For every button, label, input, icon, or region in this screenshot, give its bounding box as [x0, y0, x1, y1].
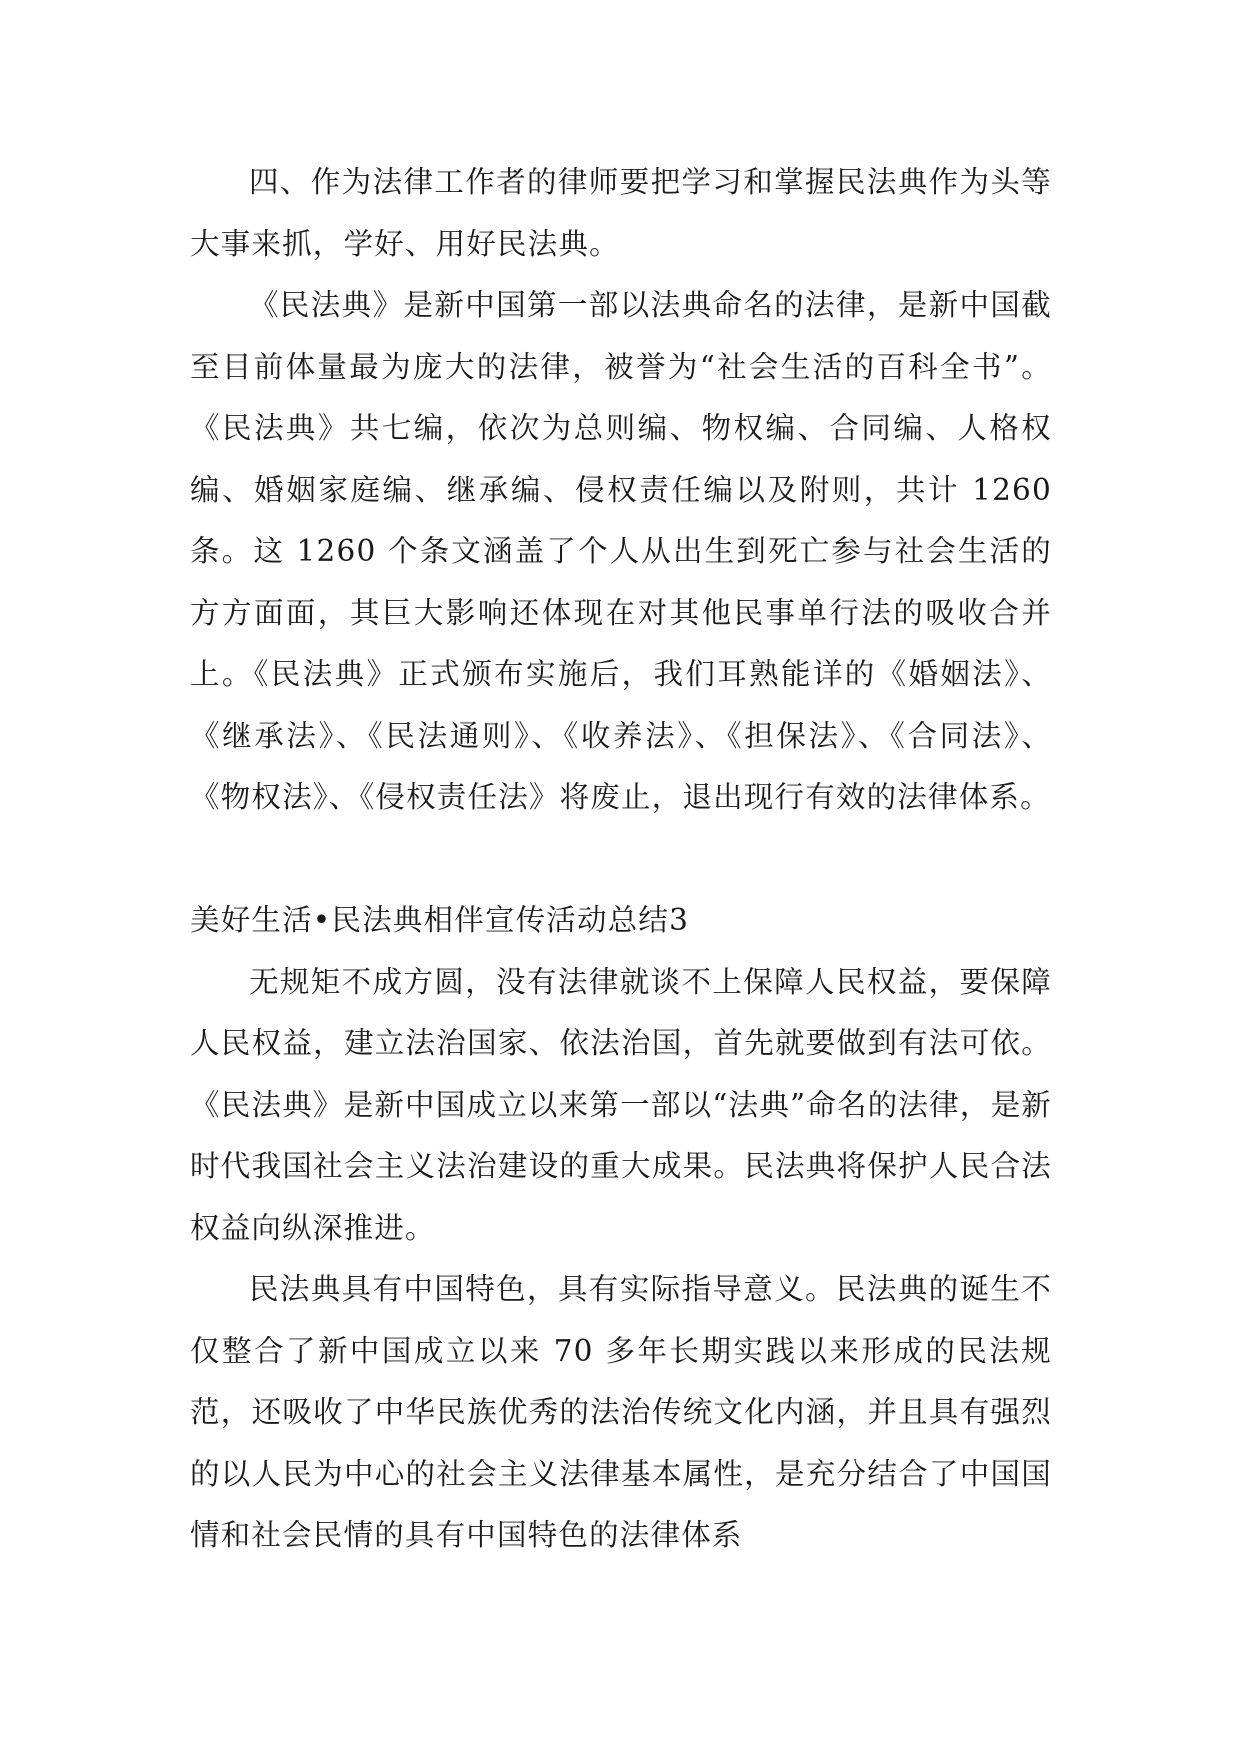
- paragraph-civil-code-overview: 《民法典》是新中国第一部以法典命名的法律，是新中国截至目前体量最为庞大的法律，被誉为“社会生活的百科全书”。《民法典》共七编，依次为总则编、物权编、合同编、人格权编、婚姻家庭编、继承编、侵权责任编以及附则，共计 1260 条。这 1260 个条文涵盖了个人从出生到死亡参与社会生活的方方面面，其巨大影响还体现在对其他民事单行法的吸收合并上。《民法典》正式颁布实施后，我们耳熟能详的《婚姻法》、《继承法》、《民法通则》、《收养法》、《担保法》、《合同法》、《物权法》、《侵权责任法》将废止，退出现行有效的法律体系。: [190, 288, 1052, 814]
- paragraph-lawyer-study: 四、作为法律工作者的律师要把学习和掌握民法典作为头等大事来抓，学好、用好民法典。: [190, 165, 1052, 261]
- paragraph-rule-of-law: 无规矩不成方圆，没有法律就谈不上保障人民权益，要保障人民权益，建立法治国家、依法治国，首先就要做到有法可依。《民法典》是新中国成立以来第一部以“法典”命名的法律，是新时代我国社会主义法治建设的重大成果。民法典将保护人民合法权益向纵深推进。: [190, 964, 1052, 1245]
- document-page: [190, 152, 1052, 1567]
- paragraph-chinese-characteristics: 民法典具有中国特色，具有实际指导意义。民法典的诞生不仅整合了新中国成立以来 70 多年长期实践以来形成的民法规范，还吸收了中华民族优秀的法治传统文化内涵，并且具有强烈的以人民为中心的社会主义法律基本属性，是充分结合了中国国情和社会民情的具有中国特色的法律体系: [190, 1272, 1052, 1552]
- section-heading: 美好生活•民法典相伴宣传活动总结3: [190, 903, 690, 937]
